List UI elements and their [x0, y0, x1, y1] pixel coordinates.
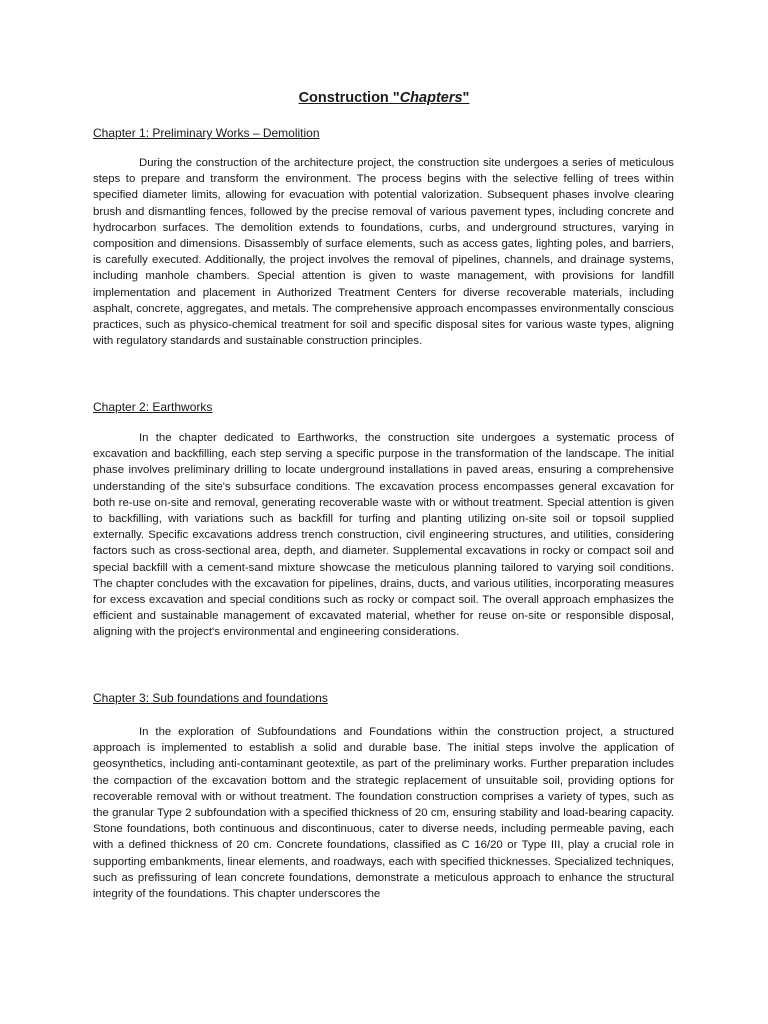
title-emphasis: Chapters — [399, 90, 463, 106]
title-prefix: Construction " — [298, 90, 400, 106]
title-underlined — [299, 90, 470, 106]
chapter-2-heading: Chapter 2: Earthworks — [93, 400, 213, 414]
chapter-3-heading: Chapter 3: Sub foundations and foundations — [93, 691, 328, 705]
chapter-2-body: In the chapter dedicated to Earthworks, the construction site undergoes a systematic process of excavation and backfilling, each step serving a specific purpose in the transformation of the landscape. The initial phase involves preliminary drilling to locate underground installations in paved areas, ensuring a comprehensive understanding of the site's subsurface conditions. The excavation process encompasses general excavation for both re-use on-site and removal, generating recoverable waste with or without treatment. Special attention is given to backfilling, with variations such as backfill for turfing and planting utilizing on-site soil or topsoil supplied externally. Specific excavations address trench construction, civil engineering structures, and utilities, considering factors such as cross-sectional area, depth, and diameter. Supplemental excavations in rocky or compact soil and special backfill with a cement-sand mixture showcase the meticulous planning tailored to varying soil conditions. The chapter concludes with the excavation for pipelines, drains, ducts, and various utilities, incorporating measures for excess excavation and special conditions such as rocky or compact soil. The overall approach emphasizes the efficient and sustainable management of excavated material, whether for reuse on-site or responsible disposal, aligning with the project's environmental and engineering considerations. — [93, 432, 674, 639]
document-title — [0, 88, 768, 108]
chapter-1-heading: Chapter 1: Preliminary Works – Demolition — [93, 126, 320, 140]
chapter-3-body: In the exploration of Subfoundations and Foundations within the construction project, a structured approach is implemented to establish a solid and durable base. The initial steps involve the application of geosynthetics, including anti-contaminant geotextile, as part of the preliminary works. Further preparation includes the compaction of the excavation bottom and the strategic replacement of unsuitable soil, providing options for recoverable removal with or without treatment. The foundation construction comprises a variety of types, such as the granular Type 2 subfoundation with a specified thickness of 20 cm, ensuring stability and load-bearing capacity. Stone foundations, both continuous and discontinuous, cater to diverse needs, including permeable paving, each with a defined thickness of 20 cm. Concrete foundations, classified as C 16/20 or Type III, play a crucial role in supporting embankments, linear elements, and roadways, each with specified thicknesses. Specialized techniques, such as prefissuring of lean concrete foundations, demonstrate a meticulous approach to enhance the structural integrity of the foundations. This chapter underscores the — [93, 726, 674, 901]
title-suffix: " — [462, 90, 470, 106]
chapter-1-body: During the construction of the architecture project, the construction site undergoes a series of meticulous steps to prepare and transform the environment. The process begins with the selective felling of trees within specified diameter limits, allowing for evacuation with potential valorization. Subsequent phases involve clearing brush and dismantling fences, followed by the precise removal of various pavement types, including concrete and hydrocarbon surfaces. The demolition extends to foundations, curbs, and underground structures, varying in composition and dimensions. Disassembly of surface elements, such as access gates, lighting poles, and barriers, is carefully executed. Additionally, the project involves the removal of pipelines, channels, and drainage systems, including manhole chambers. Special attention is given to waste management, with provisions for landfill implementation and placement in Authorized Treatment Centers for diverse recoverable materials, including asphalt, concrete, aggregates, and metals. The comprehensive approach encompasses environmentally conscious practices, such as physico-chemical treatment for soil and specific disposal sites for various waste types, aligning with regulatory standards and sustainable construction principles. — [93, 157, 674, 348]
